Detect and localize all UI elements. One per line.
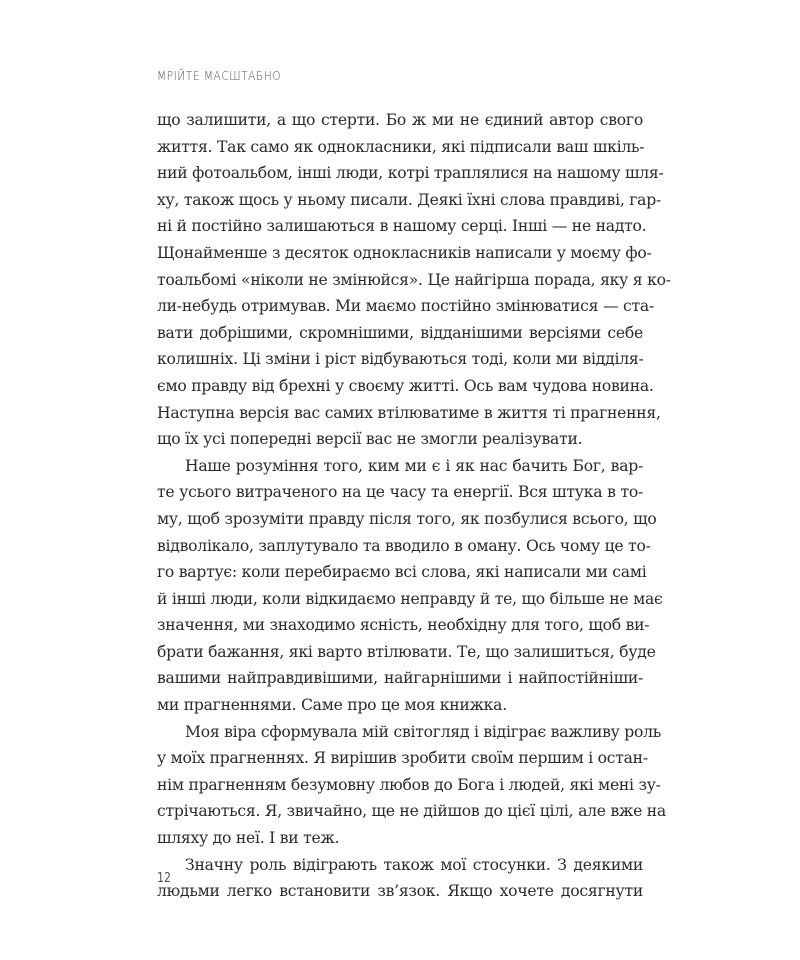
text-line: ми прагненнями. Саме про це моя книжка. [157, 696, 507, 715]
text-line: брати бажання, які варто втілювати. Те, що залишиться, буде [157, 642, 656, 661]
text-line: у моїх прагненнях. Я вирішив зробити своїм першим і остан- [157, 749, 648, 768]
text-line: ний фотоальбом, інші люди, котрі траплялися на нашому шля- [157, 164, 664, 183]
text-line: ні й постійно залишаються в нашому серці. Інші — не надто. [157, 217, 647, 236]
text-line: му, щоб зрозуміти правду після того, як позбулися всього, що [157, 509, 657, 528]
page-number: 12 [157, 871, 172, 886]
text-line: стрічаються. Я, звичайно, ще не дійшов до цієї цілі, але вже на [157, 802, 666, 821]
text-line: Наше розуміння того, ким ми є і як нас бачить Бог, вар- [185, 456, 643, 475]
running-header: МРІЙТЕ МАСШТАБНО [157, 68, 282, 83]
text-line: колишніх. Ці зміни і ріст відбуваються тоді, коли ми відділя- [157, 350, 644, 369]
text-line: ємо правду від брехні у своєму житті. Ось вам чудова новина. [157, 376, 654, 395]
text-line: го вартує: коли перебираємо всі слова, які написали ми самі [157, 563, 647, 582]
text-line: Значну роль відіграють також мої стосунки. З деякими [185, 855, 643, 874]
text-line: вашими найправдивішими, найгарнішими і найпостійніши- [157, 669, 643, 688]
text-line: значення, ми знаходимо ясність, необхідну для того, щоб ви- [157, 616, 650, 635]
text-line: Моя віра сформувала мій світогляд і відіграє важливу роль [185, 722, 662, 741]
text-line: нім прагненням безумовну любов до Бога і людей, які мені зу- [157, 775, 661, 794]
text-line: Щонайменше з десяток однокласників написали у моєму фо- [157, 243, 652, 262]
text-line: життя. Так само як однокласники, які підписали ваш шкіль- [157, 137, 645, 156]
text-line: те усього витраченого на це часу та енергії. Вся штука в то- [157, 483, 643, 502]
text-line: шляху до неї. І ви теж. [157, 829, 340, 848]
text-line: відволікало, заплутувало та вводило в оману. Ось чому це то- [157, 536, 651, 555]
page-body [157, 107, 671, 905]
text-line: тоальбомі «ніколи не змінюйся». Це найгірша порада, яку я ко- [157, 270, 671, 289]
text-line: ли-небудь отримував. Ми маємо постійно змінюватися — ста- [157, 297, 654, 316]
text-line: й інші люди, коли відкидаємо неправду й те, що більше не має [157, 589, 663, 608]
text-line: вати добрішими, скромнішими, відданішими версіями себе [157, 323, 643, 342]
paragraph [157, 107, 671, 453]
paragraph [157, 453, 663, 719]
text-line: Наступна версія вас самих втілюватиме в життя ті прагнення, [157, 403, 661, 422]
text-line: людьми легко встановити зв’язок. Якщо хочете досягнути [157, 882, 643, 901]
paragraph [157, 719, 666, 852]
text-line: що залишити, а що стерти. Бо ж ми не єдиний автор свого [157, 111, 643, 129]
paragraph [157, 852, 643, 905]
text-line: що їх усі попередні версії вас не змогли реалізувати. [157, 430, 583, 449]
text-line: ху, також щось у ньому писали. Деякі їхні слова правдиві, гар- [157, 190, 661, 209]
